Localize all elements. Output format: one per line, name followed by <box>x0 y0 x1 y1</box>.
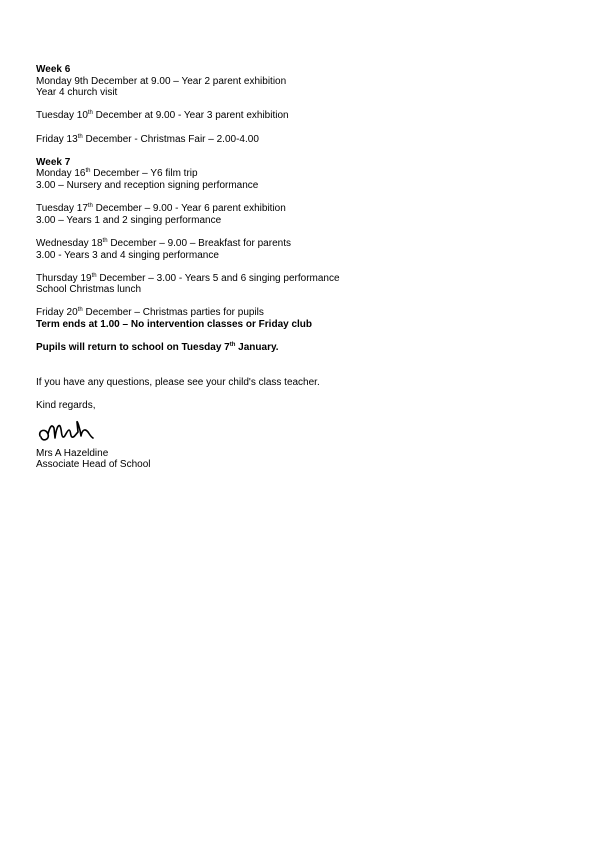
week-6-monday: Monday 9th December at 9.00 – Year 2 parent exhibition <box>36 75 287 87</box>
week-7-thursday: Thursday 19th December – 3.00 - Years 5 and 6 singing performance <box>36 272 340 284</box>
closing-salutation: Kind regards, <box>36 400 96 412</box>
signatory-name: Mrs A Hazeldine <box>36 447 109 459</box>
week-6-friday: Friday 13th December - Christmas Fair – 2.00-4.00 <box>36 133 259 145</box>
week-7-christmas-lunch: School Christmas lunch <box>36 284 142 296</box>
week-7-friday: Friday 20th December – Christmas parties for pupils <box>36 307 264 319</box>
week-7-tuesday-performance: 3.00 – Years 1 and 2 singing performance <box>36 214 222 226</box>
week-6-church-visit: Year 4 church visit <box>36 87 118 99</box>
return-notice: Pupils will return to school on Tuesday 7th January. <box>36 342 279 354</box>
letter-body <box>36 64 556 471</box>
signatory-title: Associate Head of School <box>36 459 151 471</box>
week-7-wednesday-performance: 3.00 - Years 3 and 4 singing performance <box>36 249 219 261</box>
week-7-monday: Monday 16th December – Y6 film trip <box>36 168 198 180</box>
questions-note: If you have any questions, please see your child's class teacher. <box>36 376 320 388</box>
week-7-monday-performance: 3.00 – Nursery and reception signing performance <box>36 179 259 191</box>
week-6-heading: Week 6 <box>36 64 71 75</box>
week-7-heading: Week 7 <box>36 156 71 168</box>
week-7-tuesday: Tuesday 17th December – 9.00 - Year 6 parent exhibition <box>36 203 286 215</box>
signature-icon <box>36 416 126 446</box>
week-7-wednesday: Wednesday 18th December – 9.00 – Breakfast for parents <box>36 237 291 249</box>
term-end-notice: Term ends at 1.00 – No intervention classes or Friday club <box>36 319 313 331</box>
week-6-tuesday: Tuesday 10th December at 9.00 - Year 3 parent exhibition <box>36 110 289 122</box>
